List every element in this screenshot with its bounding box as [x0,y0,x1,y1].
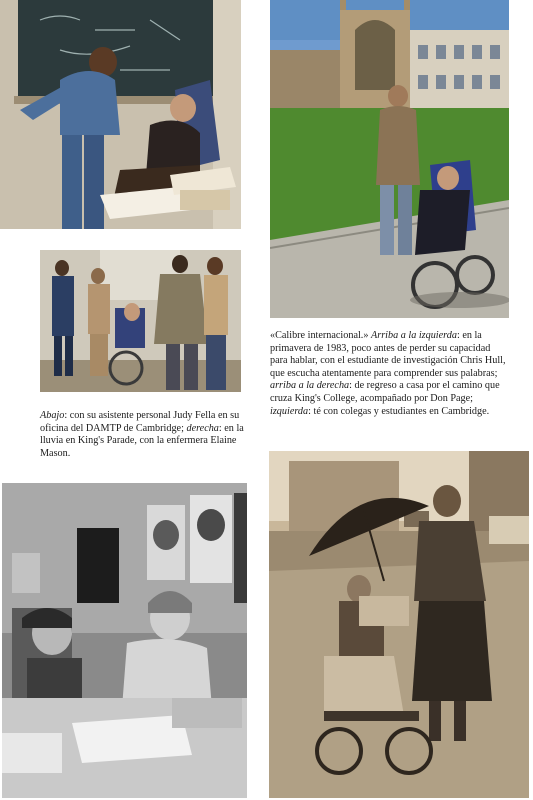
caption-label-below: Abajo [40,410,65,421]
photo-kings-college-image [270,0,509,318]
caption-text-below: : con su asistente personal Judy Fella en su oficina del DAMTP de Cambridge; [40,410,240,434]
caption-photos-top [270,330,510,418]
photo-rain-image [269,451,529,798]
caption-quote: «Calibre internacional.» [270,330,369,341]
photo-office-image [2,483,247,798]
photo-blackboard-image [0,0,241,229]
photo-blackboard-scene [0,0,241,229]
photo-colleagues-tea [40,250,241,392]
caption-label-top-right: arriba a la derecha [270,380,350,392]
caption-label-right: derecha [186,422,219,434]
caption-label-top-left: Arriba a la izquierda [371,330,457,341]
caption-text-top-right: : de regreso a casa por el camino que cruza King's College, acompañado por Don Page; [270,380,500,404]
photo-kings-parade-rain [269,451,529,798]
caption-text-top-left: : en la primavera de 1983, poco antes de perder su capacidad para hablar, con el estudiante de investigación Chris Hull, que escucha atentamente para comprender sus palabras; [270,330,506,379]
photo-kings-college-walk [270,0,509,318]
photo-colleagues-image [40,250,241,392]
caption-text-right: : en la lluvia en King's Parade, con la enfermera Elaine Mason. [40,422,244,459]
photo-office-assistant [2,483,247,798]
caption-label-left: izquierda [270,405,309,417]
caption-text-left: : té con colegas y estudiantes en Cambridge. [308,405,490,417]
caption-photos-bottom [40,410,250,460]
